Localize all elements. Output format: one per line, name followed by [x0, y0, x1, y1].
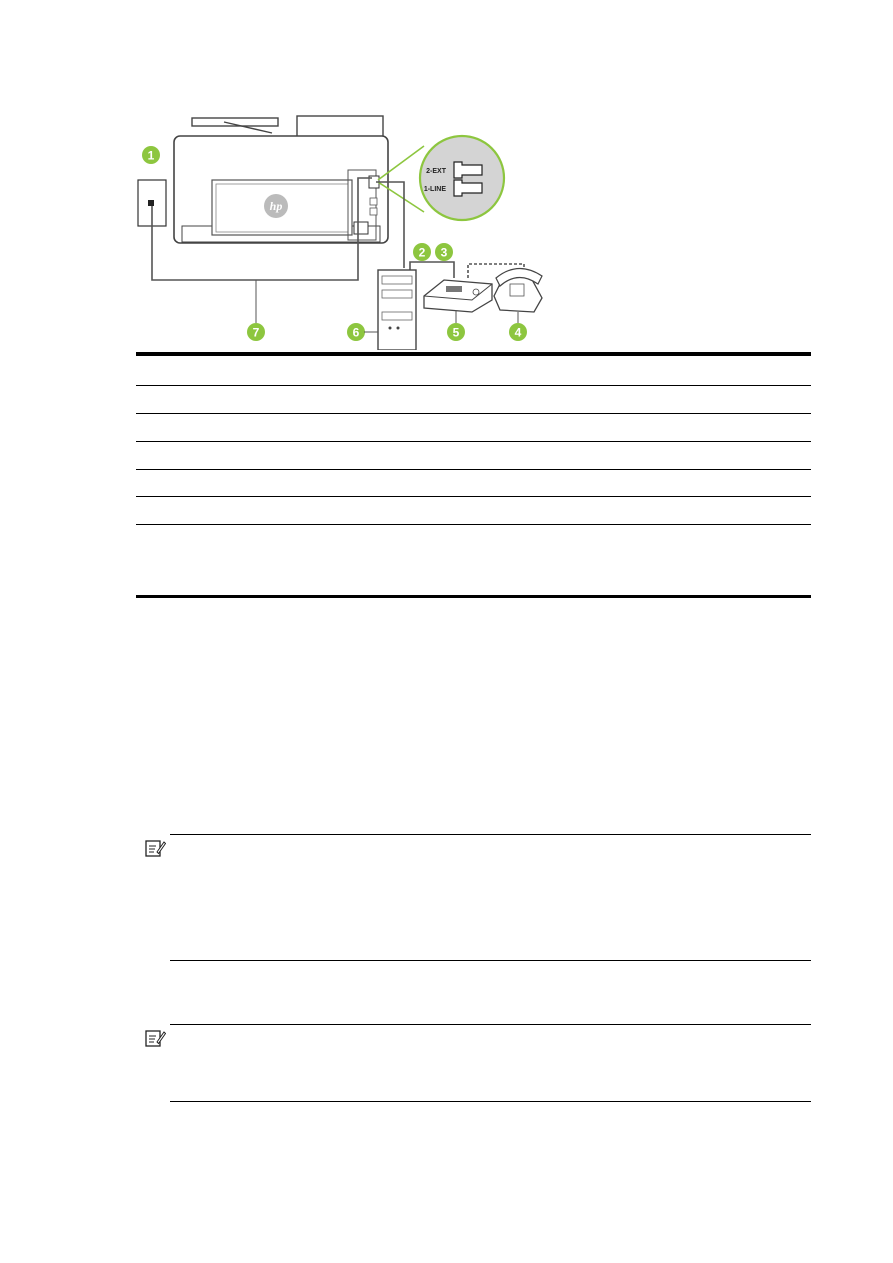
hp-logo: hp — [269, 199, 283, 213]
callout-4 — [509, 323, 527, 341]
table-row-divider — [136, 413, 811, 414]
phone-line-setup-diagram — [132, 100, 562, 350]
callout-3 — [435, 243, 453, 261]
printer-back-panel — [174, 116, 388, 243]
svg-text:5: 5 — [452, 325, 460, 340]
callout-5 — [447, 323, 465, 341]
computer-tower — [378, 270, 416, 350]
table-row-divider — [136, 441, 811, 442]
table-top-rule — [136, 352, 811, 356]
telephone — [494, 268, 542, 312]
note-top-rule — [170, 834, 811, 835]
table-row-divider — [136, 524, 811, 525]
answering-machine — [424, 280, 492, 312]
table-row-divider — [136, 385, 811, 386]
note-bottom-rule — [170, 1101, 811, 1102]
callout-6 — [347, 323, 365, 341]
table-row-divider — [136, 469, 811, 470]
svg-text:4: 4 — [514, 325, 522, 340]
callout-1 — [142, 146, 160, 164]
table-bottom-rule — [136, 595, 811, 598]
callout-2 — [413, 243, 431, 261]
svg-text:6: 6 — [352, 325, 360, 340]
port-label-ext: 2-EXT — [426, 168, 446, 175]
callout-7 — [247, 323, 265, 341]
svg-text:2: 2 — [418, 245, 426, 260]
port-label-line: 1-LINE — [423, 186, 446, 193]
note-bottom-rule — [170, 960, 811, 961]
table-row-divider — [136, 496, 811, 497]
note-top-rule — [170, 1024, 811, 1025]
note-icon — [144, 1028, 166, 1048]
svg-text:7: 7 — [252, 325, 260, 340]
svg-text:1: 1 — [147, 148, 155, 163]
note-icon — [144, 838, 166, 858]
svg-text:3: 3 — [440, 245, 448, 260]
port-zoom-callout — [378, 136, 504, 220]
